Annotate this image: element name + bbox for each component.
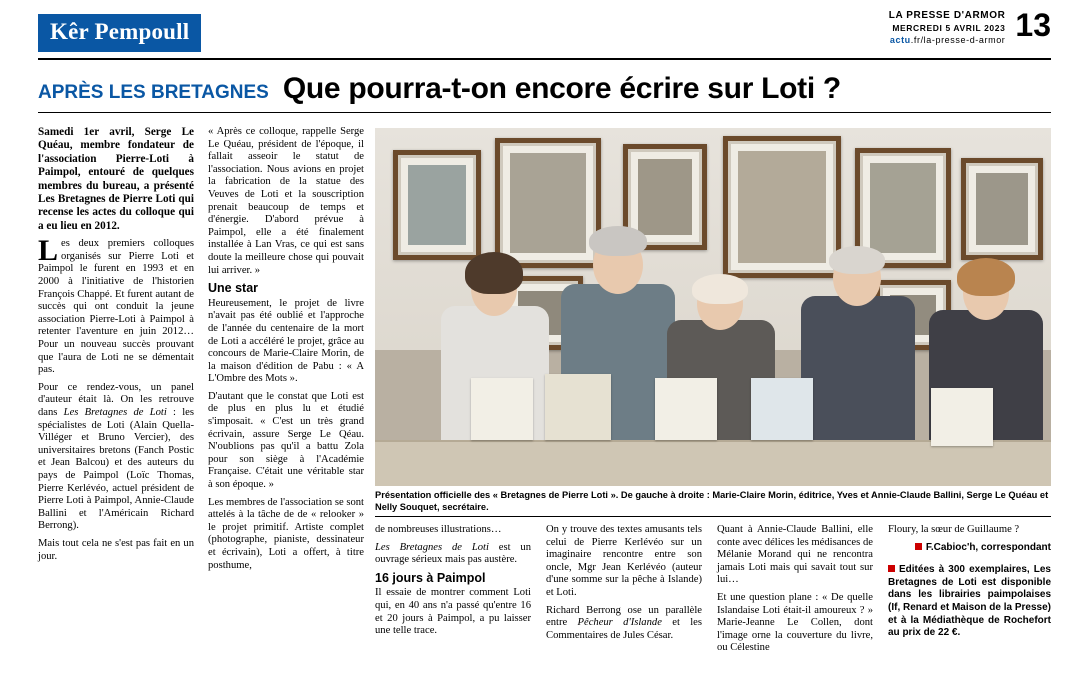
article-paragraph: Il essaie de montrer comment Loti qui, en 40 ans n'a passé qu'entre 16 et 20 jours à Paimpol, a pu laisser une telle trace.: [375, 587, 531, 637]
article-photo: [375, 128, 1051, 486]
page-title: Que pourra-t-on encore écrire sur Loti ?: [282, 72, 841, 105]
bullet-square-icon: [888, 565, 895, 572]
article-paragraph: Quant à Annie-Claude Ballini, elle conte avec délices les médisances de Mélanie Morand qui ne rencontra jamais Loti mais qui savait tout sur lui…: [717, 524, 873, 586]
bullet-square-icon: [915, 543, 922, 550]
article-paragraph: [546, 605, 702, 643]
article-lead: Samedi 1er avril, Serge Le Quéau, membre fondateur de l'association Pierre-Loti à Paimpol, entouré de quelques membres du bureau, a présenté Les Bretagnes de Pierre Loti qui recense les actes du colloque qui a eu lieu en 2012.: [38, 126, 194, 232]
article-column-5: [717, 524, 873, 660]
photo-scene: [375, 128, 1051, 486]
section-tag: Kêr Pempoull: [38, 14, 201, 52]
book-title: Les Bretagnes de Loti: [375, 541, 489, 553]
book-title: Pêcheur d'Islande: [577, 617, 662, 629]
article-paragraph: D'autant que le constat que Loti est de plus en plus lu et étudié s'imposait. « C'est un très grand écrivain, assure Serge Le Qéau. N'oublions pas qu'il a battu Zola pour son siège à l'Académie Française. C'était une véritable star à son époque. »: [208, 390, 364, 491]
book-cover: [931, 388, 993, 446]
masthead: [38, 8, 1051, 54]
book-cover: [545, 374, 611, 440]
paper-url-rest: .fr/la-presse-d-armor: [910, 35, 1006, 45]
text-run: : les spécialistes de Loti (Alain Quella-Villéger et Bruno Vercier), des universitaires bretons (Fanch Postic et Jean Balcou) et des auteurs du pays de Paimpol (Loïc Thomas, Pierre Kerlévéo, actuel président de Pierre Loti à Paimpol, Annie-Claude Ballini et l'Américain Richard Berrong).: [38, 406, 194, 532]
article-column-4: [546, 524, 702, 647]
paper-date: MERCREDI 5 AVRIL 2023: [892, 23, 1006, 33]
article-paragraph: On y trouve des textes amusants tels celui de Pierre Kerlévéo sur un imaginaire rencontre entre son oncle, Mgr Jean Kerlévéo (auteur d'une somme sur la pêche à Islande) et Loti.: [546, 524, 702, 598]
text-run: Pour ce rendez-vous, un panel d'auteur était là. On les retrouve dans: [38, 381, 194, 418]
wall-frame: [393, 150, 481, 260]
article-paragraph: « Après ce colloque, rappelle Serge Le Quéau, président de l'époque, il fallait asseoir le statut de l'association. Nous avions en projet la fabrication de la statue des Veuves de Loti et la souscription prenait beaucoup de temps et d'énergie. D'abord prévue à Paimpol, elle a été finalement installée à Lan Vras, ce qui est sans doute la meilleure chose qui pouvait lui arriver. »: [208, 126, 364, 276]
article-paragraph: Les membres de l'association se sont attelés à la tâche de de « relooker » le projet primitif. Artiste complet (photographe, pianiste, dessinateur et écrivain), Loti a offert, à titre posthume,: [208, 496, 364, 571]
masthead-right: [889, 8, 1051, 46]
book-cover: [751, 378, 813, 440]
article-subhead: 16 jours à Paimpol: [375, 570, 486, 585]
article-column-6: [888, 524, 1051, 640]
text-run: et les Commentaires de Jules César.: [546, 617, 702, 641]
paper-url: [889, 34, 1006, 46]
article-subhead: Une star: [208, 281, 259, 296]
paper-url-prefix: actu: [889, 35, 911, 45]
article-column-3: [375, 524, 531, 643]
headline-row: [38, 72, 1051, 106]
headline-kicker: APRÈS LES BRETAGNES: [38, 82, 269, 103]
article-paragraph: Mais tout cela ne s'est pas fait en un jour.: [38, 537, 194, 562]
article-paragraph: de nombreuses illustrations…: [375, 524, 502, 535]
page-number: 13: [1015, 7, 1051, 43]
rule-top: [38, 58, 1051, 60]
infobox-text: Editées à 300 exemplaires, Les Bretagnes de Loti est disponible dans les librairies paimpolaises (If, Renard et Maison de la Presse) et à la Médiathèque de Rochefort au prix de 22 €.: [888, 564, 1051, 639]
article-paragraph: [375, 542, 531, 567]
photo-table: [375, 440, 1051, 486]
book-cover: [471, 378, 533, 440]
book-title: Les Bretagnes de Loti: [63, 406, 167, 418]
infobox: [888, 564, 1051, 640]
article-paragraph: [38, 382, 194, 533]
text-run: est un ouvrage sérieux mais pas austère.: [375, 541, 531, 566]
book-cover: [655, 378, 717, 440]
text-run: Richard Berrong ose un parallèle entre: [546, 604, 702, 629]
article-column-2: [208, 126, 364, 577]
article-column-1: [38, 126, 194, 568]
byline: [888, 542, 1051, 555]
wall-frame: [961, 158, 1043, 260]
caption-rule: [375, 516, 1051, 517]
byline-text: F.Cabioc'h, correspondant: [925, 541, 1051, 553]
article-paragraph: Floury, la sœur de Guillaume ?: [888, 524, 1020, 535]
article-paragraph: Heureusement, le projet de livre n'avait pas été oublié et l'approche de l'année du centenaire de la mort de Loti a accéléré le projet, grâce au concours de Marie-Claire Morin, de la maison d'édition de Pabu : « A L'Ombre des Mots ».: [208, 297, 364, 385]
photo-caption: Présentation officielle des « Bretagnes de Pierre Loti ». De gauche à droite : Marie-Claire Morin, éditrice, Yves et Annie-Claude Ballini, Serge Le Quéau et Nelly Souquet, secrétaire.: [375, 490, 1049, 512]
rule-under-headline: [38, 112, 1051, 113]
paper-info: [889, 8, 1016, 46]
article-paragraph: Et une question plane : « De quelle Islandaise Loti était-il amoureux ? » Marie-Jeanne Le Collen, dont l'image orne la couverture du livre, ou Célestine: [717, 591, 873, 654]
article-paragraph: Les deux premiers colloques organisés sur Pierre Loti et Paimpol le furent en 1993 et en 2000 à l'initiative de l'historien François Chappé. Et furent autant de succès qui ont conduit la jeune association Pierre-Loti à Paimpol à retenter l'aventure en juin 2012… Pour un nouveau succès prouvant que l'aura de Loti ne se démentait pas.: [38, 234, 194, 376]
paper-name: LA PRESSE D'ARMOR: [888, 10, 1006, 21]
